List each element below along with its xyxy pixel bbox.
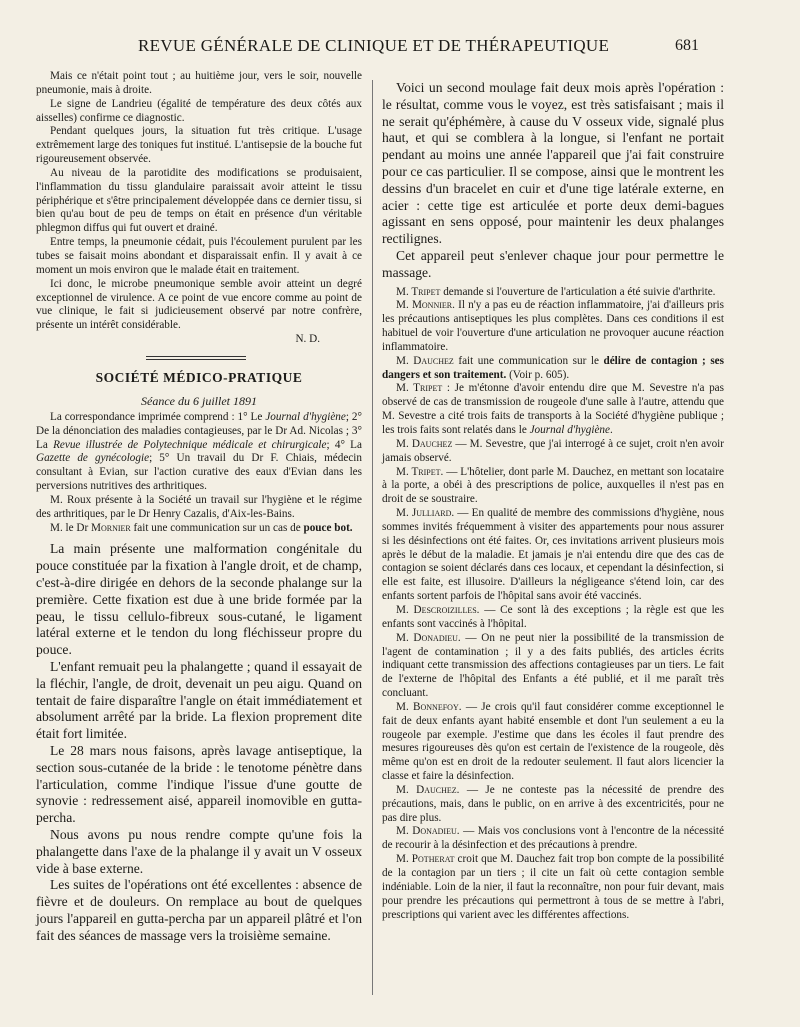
column-divider (372, 80, 373, 995)
journal-title: Gazette de gynécologie (36, 452, 150, 465)
speaker-name: M. Bonnefoy. (396, 700, 462, 713)
discussion-item: M. Donadieu. — On ne peut nier la possibilité de la transmission de l'agent de contamination ; il y a des faits publiés, des articles écrits indiquant cette transmission des affections contagieuses par un tiers. Le fait de l'externe de l'hôpital des Enfants a été publié, et il me paraît très concluant. (382, 631, 724, 700)
paragraph: La main présente une malformation congénitale du pouce constituée par la fixation à l'angle droit, et de champ, c'est-à-dire dirigée en dehors de la seconde phalange sur la première. Cette fixation est due à une bride formée par la peau, le tissu cellulo-fibreux sous-cutané, le ligament latéral externe et le tendon du long fléchisseur propre du pouce. (36, 541, 362, 658)
speaker-name: M. Potherat (396, 853, 455, 866)
discussion-item: M. Dauchez — M. Sevestre, que j'ai interrogé à ce sujet, croit n'en avoir jamais observé. (382, 437, 725, 464)
speaker-name: M. Tripet (396, 285, 441, 298)
speaker-name: M. Monnier. (396, 299, 455, 312)
mornier-paragraph: M. le Dr Mornier fait une communication sur un cas de pouce bot. (50, 521, 353, 534)
speaker-name: M. Tripet : (396, 382, 450, 395)
speaker-name: M. Descroizilles. (396, 603, 480, 616)
paragraph: Entre temps, la pneumonie cédait, puis l'écoulement purulent par les tubes se faisait moins abondant et disparaissait enfin. Il y avait à ce moment un mois environ que le malade était en traitement. (36, 236, 362, 276)
section-title: SOCIÉTÉ MÉDICO-PRATIQUE (95, 369, 303, 385)
discussion-item: M. Bonnefoy. — Je crois qu'il faut considérer comme exceptionnel le fait de deux enfants ayant habité ensemble et dont l'un seulement a eu la rougeole par exemple. J'estime que dans les écoles il faut prendre des mesures rigoureuses dès qu'on est certain de l'existence de la rougeole, dès même qu'on est en droit de la redouter seulement. Il faut alors licencier la classe et faire la désinfection. (382, 700, 724, 783)
running-head (0, 36, 800, 60)
paragraph: Au niveau de la parotidite des modifications se produisaient, l'inflammation du tissu glandulaire paraissait avoir atteint le tissu périphérique et s'être principalement développée dans ce dernier tissu, si bien qu'au bout de peu de temps on était en présence d'un véritable phlegmon diffus qui fut ouvert et drainé. (36, 166, 362, 235)
running-title: REVUE GÉNÉRALE DE CLINIQUE ET DE THÉRAPEUTIQUE (138, 36, 610, 55)
journal-title: Revue illustrée de Polytechnique médicale et chirurgicale (53, 438, 327, 451)
discussion-item: M. Tripet : Je m'étonne d'avoir entendu dire que M. Sevestre n'a pas observé de cas de transmission de rougeole d'une salle à l'autre, attendu que M. Sevestre a cité trois faits de transports à la Société d'hygiène publique ; les trois faits sont relatés dans le Journal d'hygiène. (382, 382, 724, 436)
speaker-name: Mornier (91, 521, 131, 534)
speaker-name: M. Dauchez (396, 437, 453, 450)
speaker-name: M. Roux (50, 493, 92, 506)
discussion-item: M. Potherat croit que M. Dauchez fait trop bon compte de la possibilité de la contagion par un tiers ; il cite un fait où cette contagion semble indéniable. Loin de la nier, il faut la reconnaître, non pour fuir devant, mais pour prendre les précautions qui permettront à tous de se mettre à l'abri, prescriptions qui varient avec les différentes affections. (382, 853, 724, 921)
discussion-item: M. Dauchez fait une communication sur le délire de contagion ; ses dangers et son traitement. (Voir p. 605). (382, 354, 724, 381)
session-date: Séance du 6 juillet 1891 (141, 393, 257, 408)
right-column (382, 80, 724, 922)
speaker-name: M. Donadieu. (396, 631, 461, 644)
paragraph: Cet appareil peut s'enlever chaque jour pour permettre le massage. (382, 247, 724, 280)
discussion-item: M. Descroizilles. — Ce sont là des exceptions ; la règle est que les enfants sont vaccinés à l'hôpital. (382, 603, 724, 630)
paragraph: Ici donc, le microbe pneumonique semble avoir atteint un degré exceptionnel de virulence. A ce point de vue encore comme au point de vue clinique, le fait si judicieusement observé par notre confrère, présente un intérêt considérable. (36, 277, 362, 332)
discussion-item: M. Monnier. Il n'y a pas eu de réaction inflammatoire, j'ai d'ailleurs pris les précautions antiseptiques les plus complètes. Dans ces conditions il est habituel de voir l'ouverture d'une articulation ne provoquer aucune réaction inflammatoire. (382, 299, 724, 353)
discussion-item: M. Tripet demande si l'ouverture de l'articulation a été suivie d'arthrite. (396, 285, 716, 298)
discussion-item: M. Dauchez. — Je ne conteste pas la nécessité de prendre des précautions, mais, dans le public, on en arrive à des excentricités, pour ne pas dire plus. (382, 783, 724, 824)
paragraph: Pendant quelques jours, la situation fut très critique. L'usage extrêmement large des toniques fut institué. L'antisepsie de la bouche fut rigoureusement observée. (36, 125, 362, 166)
discussion-item: M. Donadieu. — Mais vos conclusions vont à l'encontre de la nécessité de recourir à la désinfection et des précautions à prendre. (382, 825, 724, 852)
paragraph: L'enfant remuait peu la phalangette ; quand il essayait de la fléchir, l'angle, de droit, devenait un peu aigu. Quand on tentait de faire disparaître l'angle on était immédiatement et absolument arrêté par la bride. La flexion proprement dite était fort limitée. (36, 659, 362, 742)
signature: N. D. (295, 333, 320, 346)
speaker-name: M. Dauchez (396, 354, 454, 367)
paragraph: Les suites de l'opérations ont été excellentes : absence de fièvre et de douleurs. On remplace au bout de quelques jours l'appareil en gutta-percha par un appareil plâtré et l'on fait des séances de massage vers la troisième semaine. (36, 877, 362, 943)
left-column (36, 70, 362, 945)
page-number: 681 (675, 37, 699, 54)
journal-title: Journal d'hygiène (529, 424, 610, 436)
speaker-name: M. Dauchez. (396, 783, 460, 796)
communication-title: délire de contagion ; ses dangers et son traitement. (382, 354, 724, 381)
correspondance-paragraph: La correspondance imprimée comprend : 1° Le Journal d'hygiène; 2° De la dénonciation des maladies contagieuses, par le Dr Ad. Nicolas ; 3° La Revue illustrée de Polytechnique médicale et chirurgicale; 4° La Gazette de gynécologie; 5° Un travail du Dr F. Chiais, médecin consultant à Evian, sur l'action curative des eaux d'Evian dans les perversions nutritives des arthritiques. (36, 410, 362, 493)
communication-title: pouce bot. (303, 521, 353, 534)
journal-title: Journal d'hygiène (265, 410, 346, 423)
double-rule (36, 354, 362, 364)
roux-paragraph: M. Roux présente à la Société un travail sur l'hygiène et le régime des arthritiques, par le Dr Henry Cazalis, d'Aix-les-Bains. (36, 493, 362, 520)
speaker-name: M. Tripet. (396, 465, 444, 478)
discussion-item: M. Tripet. — L'hôtelier, dont parle M. Dauchez, en mettant son locataire à la porte, a obéi à des prescriptions de police, auxquelles il n'est pas en droit de se soustraire. (382, 465, 724, 506)
speaker-name: M. Julliard. (396, 507, 455, 520)
speaker-name: M. Donadieu. (396, 825, 460, 838)
discussion-item: M. Julliard. — En qualité de membre des commissions d'hygiène, nous sommes invités fréquemment à visiter des appartements pour nous assurer si les désinfections ont été faites. Or, ces invitations arrivent plusieurs mois après le début de la maladie. Et jamais je n'ai entendu dire que des cas de contagion se soient déclarés dans ces locaux, et cependant la désinfection, si elle est faite, est illusoire. D'ailleurs la négligeance s'étend loin, car des enfants sortent parfois de l'hôpital sans avoir été vaccinés. (382, 507, 724, 603)
paragraph: Nous avons pu nous rendre compte qu'une fois la phalangette dans l'axe de la phalange il y avait un V osseux vide à base externe. (36, 827, 362, 876)
paragraph: Mais ce n'était point tout ; au huitième jour, vers le soir, nouvelle pneumonie, mais à droite. (36, 70, 362, 96)
paragraph: Le 28 mars nous faisons, après lavage antiseptique, la section sous-cutanée de la bride : le tenotome pénètre dans l'articulation, comme l'indique l'issue d'une goutte de synovie : redressement aisé, appareil inomovible en gutta-percha. (36, 743, 362, 826)
paragraph: Le signe de Landrieu (égalité de température des deux côtés aux aisselles) confirme ce diagnostic. (36, 97, 362, 124)
paragraph: Voici un second moulage fait deux mois après l'opération : le résultat, comme vous le voyez, est très satisfaisant ; mais il ne serait qu'éphémère, à cause du V osseux vide, signalé plus haut, et qui se comblera à la longue, si l'enfant ne portait pendant au moins une année l'appareil que j'ai fait construire pour ce cas particulier. Il se compose, ainsi que le montrent les dessins d'un bracelet en cuir et d'une tige latérale externe, en acier : cette tige est articulée et porte deux demi-bagues agissant en sens opposé, pour maintenir les deux phalanges rectilignes. (382, 80, 724, 247)
